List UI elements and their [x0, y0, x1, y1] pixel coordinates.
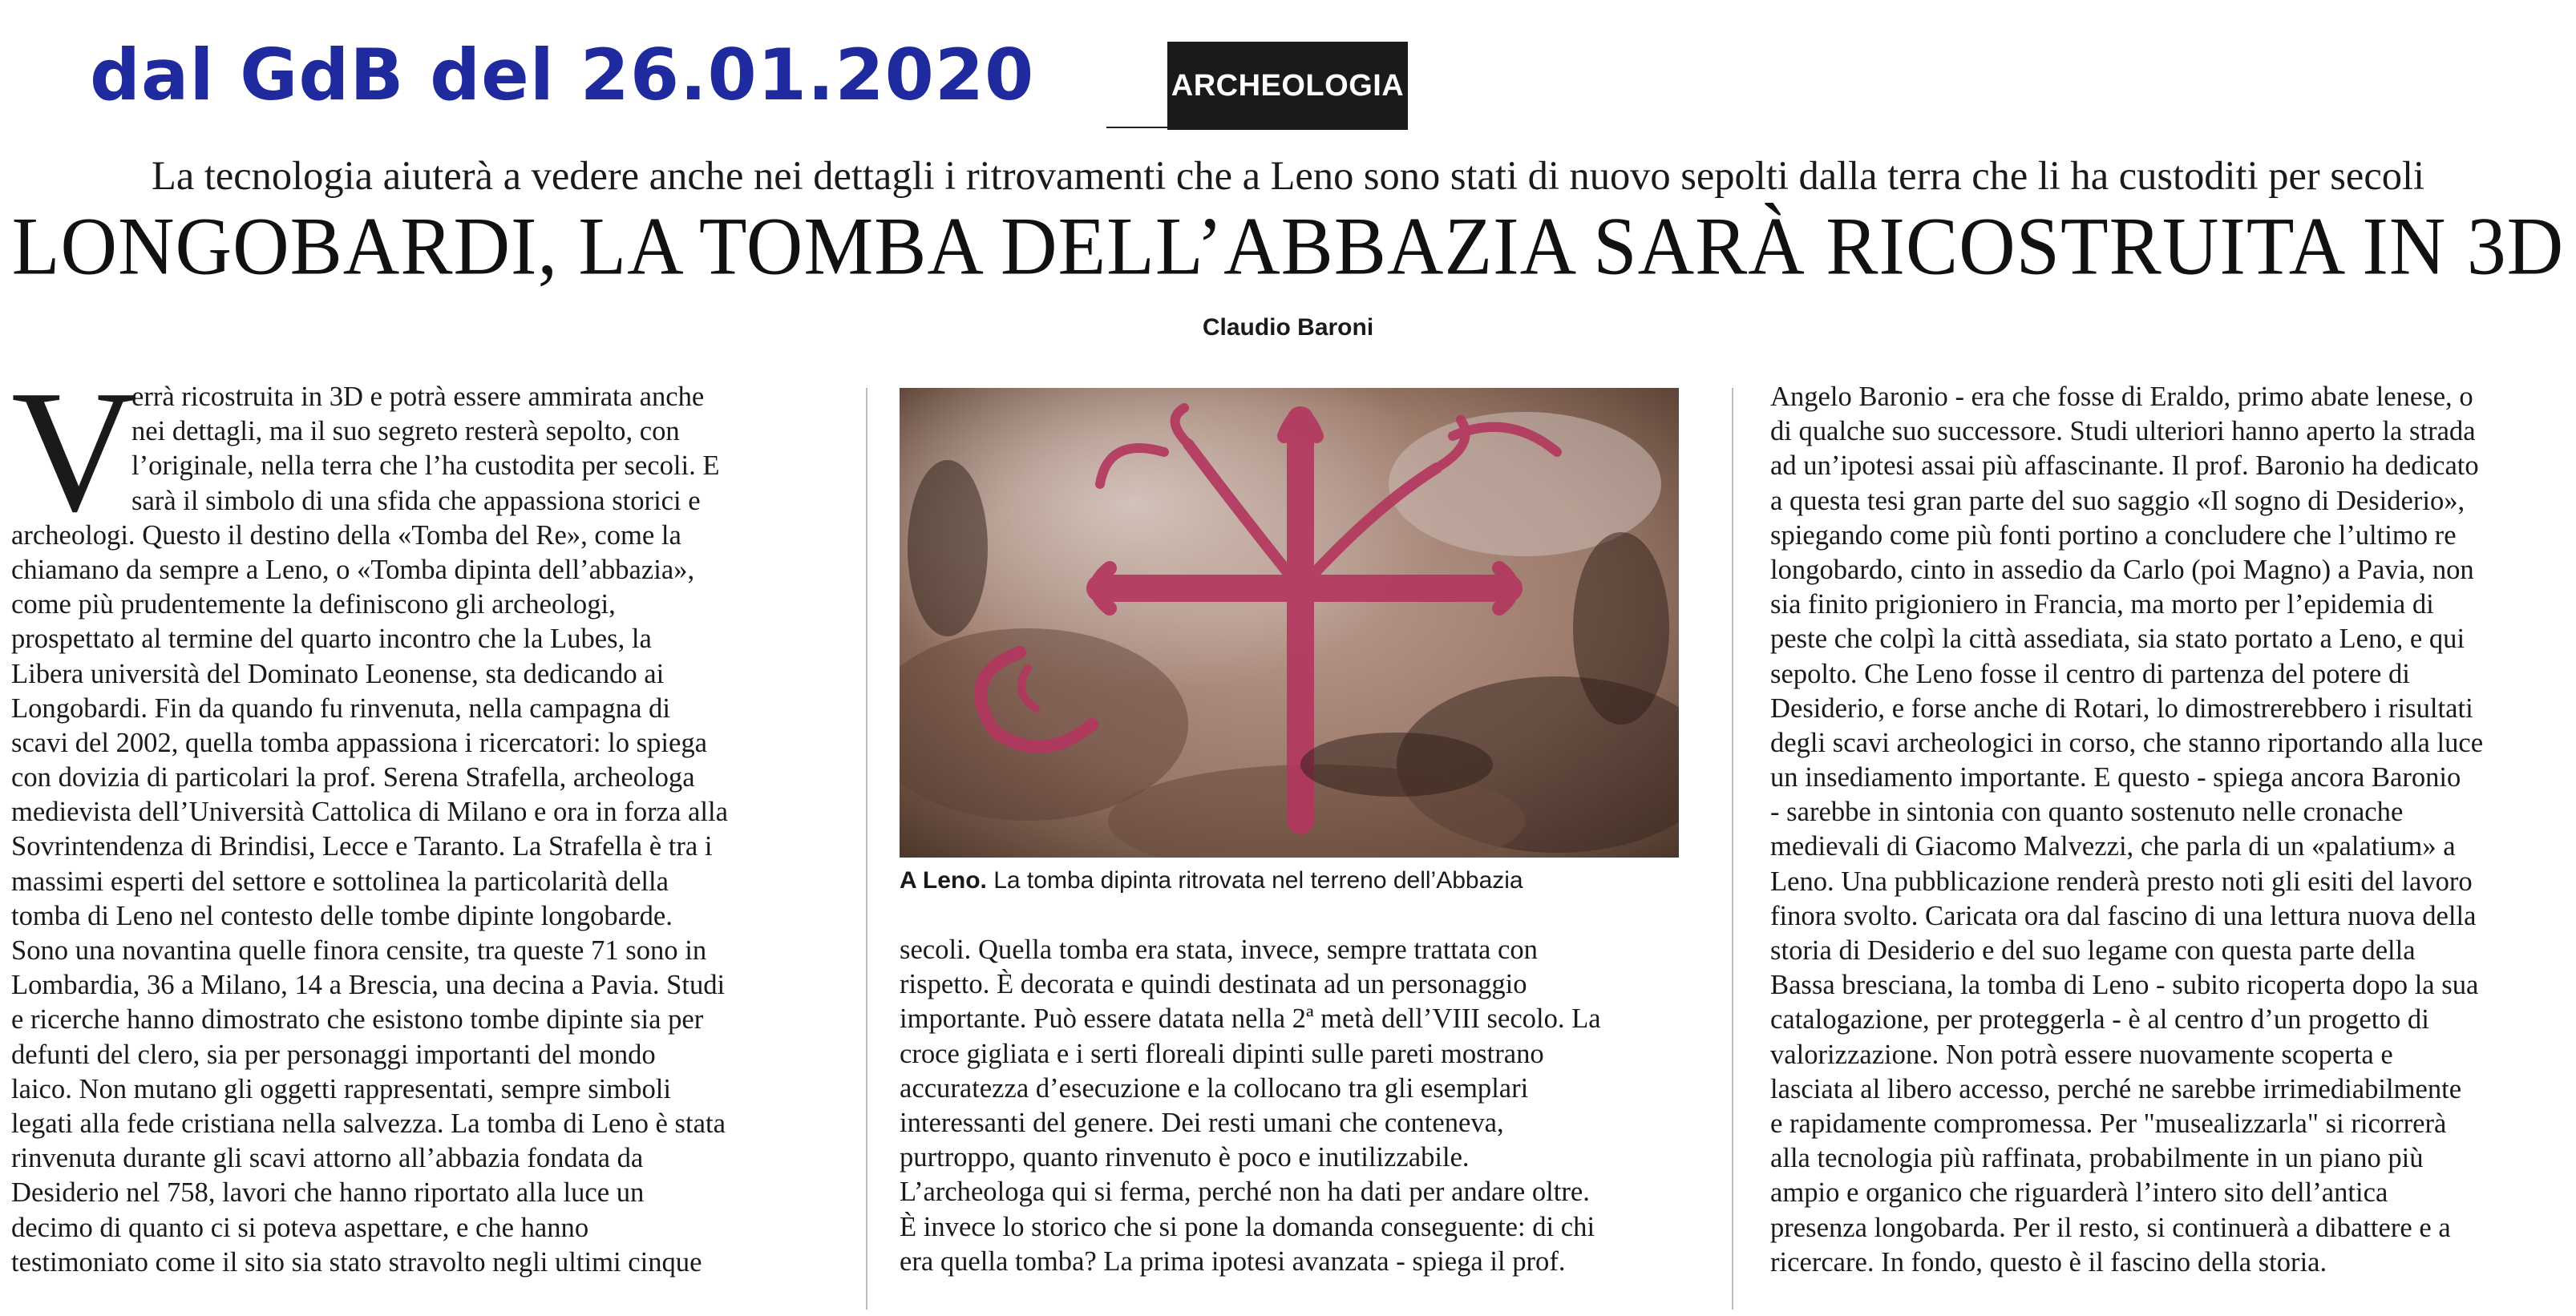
text-line: ad un’ipotesi assai più affascinante. Il prof. Baronio ha dedicato	[1770, 450, 2479, 482]
text-line: catalogazione, per proteggerla - è al centro d’un progetto di	[1770, 1004, 2429, 1035]
text-line: era quella tomba? La prima ipotesi avanzata - spiega il prof.	[900, 1245, 1566, 1277]
text-line: croce gigliata e i serti floreali dipinti sulle pareti mostrano	[900, 1038, 1544, 1069]
text-line: - sarebbe in sintonia con quanto sostenuto nelle cronache	[1770, 797, 2404, 828]
text-line: interessanti del genere. Dei resti umani che conteneva,	[900, 1107, 1504, 1138]
text-line: È invece lo storico che si pone la domanda conseguente: di chi	[900, 1211, 1595, 1242]
text-line: sarà il simbolo di una sfida che appassiona storici e	[131, 485, 701, 516]
text-line: peste che colpì la città assediata, sia stato portato a Leno, e qui	[1770, 624, 2465, 655]
article-column-3	[1770, 380, 2572, 1280]
column-divider-2	[1732, 388, 1733, 1310]
column-divider-1	[866, 388, 867, 1310]
text-line: spiegando come più fonti portino a concludere che l’ultimo re	[1770, 519, 2457, 551]
text-line: purtroppo, quanto rinvenuto è poco e inutilizzabile.	[900, 1142, 1470, 1173]
article-column-1	[11, 355, 845, 1280]
text-line: un insediamento importante. E questo - spiega ancora Baronio	[1770, 762, 2461, 793]
text-line: storia di Desiderio e del suo legame con questa parte della	[1770, 935, 2416, 966]
text-line: e ricerche hanno dimostrato che esistono tombe dipinte sia per	[11, 1004, 704, 1035]
text-line: prospettato al termine del quarto incontro che la Lubes, la	[11, 624, 652, 655]
caption-text: La tomba dipinta ritrovata nel terreno dell’Abbazia	[986, 867, 1523, 894]
text-line: Bassa bresciana, la tomba di Leno - subito ricoperta dopo la sua	[1770, 970, 2479, 1001]
text-line: decimo di quanto ci si poteva aspettare, e che hanno	[11, 1212, 589, 1243]
text-line: finora svolto. Caricata ora dal fascino di una lettura nuova della	[1770, 900, 2477, 931]
section-kicker: ARCHEOLOGIA	[1167, 42, 1408, 130]
text-line: come più prudentemente la definiscono gli archeologi,	[11, 589, 616, 620]
text-line: Angelo Baronio - era che fosse di Eraldo, primo abate lenese, o	[1770, 381, 2473, 412]
text-line: Longobardi. Fin da quando fu rinvenuta, nella campagna di	[11, 692, 670, 724]
text-line: massimi esperti del settore e sottolinea la particolarità della	[11, 866, 669, 897]
text-line: laico. Non mutano gli oggetti rappresentati, sempre simboli	[11, 1073, 671, 1104]
text-line: longobardo, cinto in assedio da Carlo (poi Magno) a Pavia, non	[1770, 554, 2474, 585]
text-line: di qualche suo successore. Studi ulteriori hanno aperto la strada	[1770, 416, 2476, 447]
kicker-rule	[1106, 127, 1171, 128]
text-line: lasciata al libero accesso, perché ne sarebbe irrimediabilmente	[1770, 1073, 2462, 1104]
text-line: medievali di Giacomo Malvezzi, che parla di un «palatium» a	[1770, 831, 2456, 862]
text-line: testimoniato come il sito sia stato stravolto negli ultimi cinque	[11, 1246, 702, 1278]
text-line: Sono una novantina quelle finora censite, tra queste 71 sono in	[11, 935, 707, 966]
text-line: errà ricostruita in 3D e potrà essere ammirata anche	[131, 381, 705, 412]
article-column-2	[900, 933, 1701, 1279]
text-line: Libera università del Dominato Leonense, sta dedicando ai	[11, 658, 665, 689]
text-line: ricercare. In fondo, questo è il fascino della storia.	[1770, 1246, 2327, 1278]
text-line: nei dettagli, ma il suo segreto resterà sepolto, con	[131, 416, 680, 447]
caption-lead: A Leno.	[900, 867, 987, 894]
text-line: presenza longobarda. Per il resto, si continuerà a dibattere e a	[1770, 1212, 2451, 1243]
text-line: alla tecnologia più raffinata, probabilmente in un piano più	[1770, 1143, 2424, 1174]
text-line: archeologi. Questo il destino della «Tomba del Re», come la	[11, 519, 681, 551]
text-line: legati alla fede cristiana nella salvezza. La tomba di Leno è stata	[11, 1108, 726, 1139]
text-line: Desiderio nel 758, lavori che hanno riportato alla luce un	[11, 1177, 645, 1209]
text-line: scavi del 2002, quella tomba appassiona i ricercatori: lo spiega	[11, 727, 708, 758]
subheadline: La tecnologia aiuterà a vedere anche nei dettagli i ritrovamenti che a Leno sono stati di nuovo sepolti dalla terra che li ha custoditi per secoli	[152, 153, 2424, 198]
text-line: Desiderio, e forse anche di Rotari, lo dimostrerebbero i risultati	[1770, 692, 2473, 724]
source-date-label: dal GdB del 26.01.2020	[90, 34, 1035, 116]
text-line: sepolto. Che Leno fosse il centro di partenza del potere di	[1770, 658, 2410, 689]
text-line: Lombardia, 36 a Milano, 14 a Brescia, una decina a Pavia. Studi	[11, 970, 726, 1001]
tomb-fresco-photo	[900, 388, 1679, 858]
text-line: valorizzazione. Non potrà essere nuovamente scoperta e	[1770, 1039, 2393, 1070]
text-line: defunti del clero, sia per personaggi importanti del mondo	[11, 1039, 656, 1070]
text-line: importante. Può essere datata nella 2ª metà dell’VIII secolo. La	[900, 1003, 1601, 1035]
text-line: Sovrintendenza di Brindisi, Lecce e Taranto. La Strafella è tra i	[11, 831, 713, 862]
text-line: con dovizia di particolari la prof. Serena Strafella, archeologa	[11, 762, 695, 793]
text-line: e rapidamente compromessa. Per "musealizzarla" si ricorrerà	[1770, 1108, 2447, 1139]
text-line: degli scavi archeologici in corso, che stanno riportando alla luce	[1770, 727, 2484, 758]
text-line: Leno. Una pubblicazione renderà presto noti gli esiti del lavoro	[1770, 866, 2473, 897]
text-line: sia finito prigioniero in Francia, ma morto per l’epidemia di	[1770, 589, 2434, 620]
text-line: l’originale, nella terra che l’ha custodita per secoli. E	[131, 450, 720, 482]
photo-caption	[900, 867, 1701, 894]
text-line: secoli. Quella tomba era stata, invece, sempre trattata con	[900, 935, 1538, 965]
text-line: accuratezza d’esecuzione e la collocano tra gli esemplari	[900, 1072, 1529, 1104]
text-line: chiamano da sempre a Leno, o «Tomba dipinta dell’abbazia»,	[11, 554, 695, 585]
headline: LONGOBARDI, LA TOMBA DELL’ABBAZIA SARÀ RICOSTRUITA IN 3D	[11, 201, 2565, 293]
byline: Claudio Baroni	[1202, 314, 1374, 341]
text-line: a questa tesi gran parte del suo saggio «Il sogno di Desiderio»,	[1770, 485, 2465, 516]
text-line: medievista dell’Università Cattolica di Milano e ora in forza alla	[11, 797, 728, 828]
text-line: tomba di Leno nel contesto delle tombe dipinte longobarde.	[11, 900, 673, 931]
text-line: L’archeologa qui si ferma, perché non ha dati per andare oltre.	[900, 1177, 1590, 1208]
tomb-fresco-illustration	[900, 388, 1679, 858]
text-line: rinvenuta durante gli scavi attorno all’abbazia fondata da	[11, 1143, 644, 1174]
text-line: rispetto. È decorata e quindi destinata ad un personaggio	[900, 969, 1527, 1000]
text-line: ampio e organico che riguarderà l’intero sito dell’antica	[1770, 1177, 2388, 1209]
drop-cap: V	[11, 355, 138, 548]
